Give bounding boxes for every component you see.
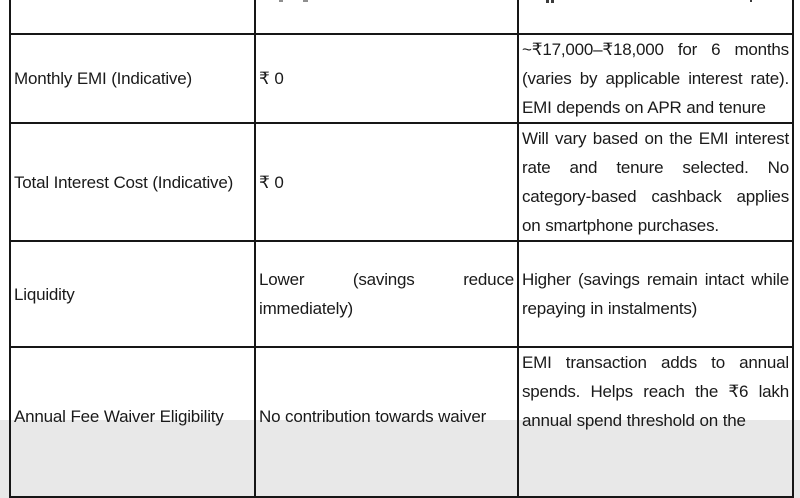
monthly-emi-col3-cell: ~₹17,000–₹18,000 for 6 months (varies by applicable interest rate). EMI depends on APR and tenure (518, 34, 793, 123)
table-row-clipped-top (10, 0, 793, 34)
table-row-monthly-emi (10, 34, 793, 123)
clipped-top-label-cell (10, 0, 255, 34)
clipped-top-col3-cell (518, 0, 793, 34)
liquidity-col3-cell: Higher (savings remain intact while repaying in instalments) (518, 241, 793, 347)
clipped-top-col2-cell (255, 0, 518, 34)
total-interest-cost-col3-cell: Will vary based on the EMI interest rate and tenure selected. No category-based cashback applies on smartphone purchases. (518, 123, 793, 241)
clipped-text-fragment (750, 0, 752, 2)
comparison-table (9, 0, 794, 498)
clipped-text-fragment (279, 0, 283, 2)
liquidity-label-cell: Liquidity (10, 241, 255, 347)
table-row-liquidity (10, 241, 793, 347)
clipped-text-fragment (303, 0, 308, 2)
monthly-emi-label-cell: Monthly EMI (Indicative) (10, 34, 255, 123)
annual-fee-waiver-label-cell: Annual Fee Waiver Eligibility (10, 347, 255, 497)
liquidity-col2-cell: Lower (savings reduce immediately) (255, 241, 518, 347)
monthly-emi-col2-cell: ₹ 0 (255, 34, 518, 123)
clipped-text-fragment (551, 0, 554, 3)
total-interest-cost-label-cell: Total Interest Cost (Indicative) (10, 123, 255, 241)
total-interest-cost-col2-cell: ₹ 0 (255, 123, 518, 241)
table-row-total-interest-cost (10, 123, 793, 241)
clipped-text-fragment (546, 0, 549, 3)
annual-fee-waiver-col3-cell: EMI transaction adds to annual spends. Helps reach the ₹6 lakh annual spend threshold on the (518, 347, 793, 497)
annual-fee-waiver-col2-cell: No contribution towards waiver (255, 347, 518, 497)
table-row-annual-fee-waiver (10, 347, 793, 497)
